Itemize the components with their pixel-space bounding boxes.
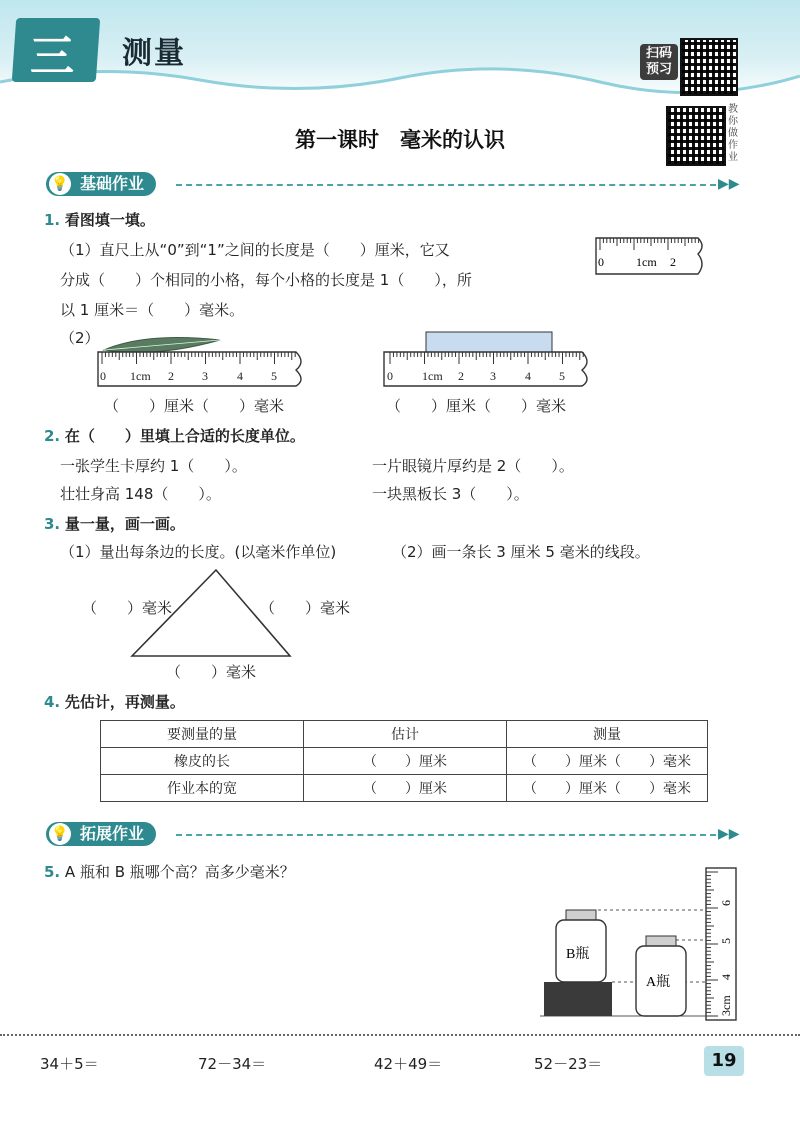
q3-heading: 量一量，画一画。: [64, 515, 185, 533]
q1-answer-left[interactable]: （ ）厘米（ ）毫米: [104, 397, 285, 415]
footer-divider: [0, 1034, 800, 1036]
q2-item-2[interactable]: 一片眼镜片厚约是 2（ ）。: [372, 457, 574, 475]
table-cell[interactable]: （ ）厘米: [304, 775, 507, 802]
bar-ruler-label-2: 2: [458, 369, 464, 383]
table-cell: 橡皮的长: [101, 748, 304, 775]
estimate-table: [100, 720, 708, 802]
lightbulb-icon: 💡: [49, 173, 71, 195]
q1-heading: 看图填一填。: [64, 211, 155, 229]
section-basic-label: 基础作业: [80, 174, 145, 193]
bottle-a-label: A瓶: [646, 975, 671, 990]
section-divider: [176, 834, 716, 836]
q3-number: 3.: [44, 515, 61, 533]
table-row: [101, 775, 708, 802]
table-cell: 作业本的宽: [101, 775, 304, 802]
q1-number: 1.: [44, 211, 61, 229]
leaf-ruler-label-1: 1cm: [130, 369, 151, 383]
bar-ruler-label-5: 5: [559, 369, 565, 383]
qr-code-preview[interactable]: [680, 38, 738, 96]
q3-title: [44, 514, 185, 534]
q1-part1-line2: 分成（ ）个相同的小格，每个小格的长度是 1（ ），所: [60, 271, 472, 289]
lightbulb-icon: 💡: [49, 823, 71, 845]
table-cell[interactable]: （ ）厘米（ ）毫米: [507, 775, 708, 802]
q5-number: 5.: [44, 863, 61, 881]
q4-number: 4.: [44, 693, 61, 711]
q1-answer-right[interactable]: （ ）厘米（ ）毫米: [386, 397, 567, 415]
triangle-side-left[interactable]: （ ）毫米: [82, 599, 173, 617]
leaf-ruler-label-2: 2: [168, 369, 174, 383]
scan-preview-label: 扫码 预习: [640, 44, 678, 80]
q4-title: [44, 692, 185, 712]
q1-part2-label: （2）: [60, 329, 100, 347]
leaf-ruler-label-4: 4: [237, 369, 243, 383]
q2-item-1[interactable]: 一张学生卡厚约 1（ ）。: [60, 457, 247, 475]
q5-title: [44, 862, 295, 882]
table-row: [101, 748, 708, 775]
block-platform: [544, 982, 612, 1016]
calc-2[interactable]: 72－34＝: [198, 1055, 267, 1073]
measured-bar: [426, 332, 552, 352]
v-ruler-label-5: 5: [719, 938, 733, 944]
qr-code-homework[interactable]: [666, 106, 726, 166]
page-number: 19: [704, 1046, 744, 1076]
leaf-ruler-label-3: 3: [202, 369, 208, 383]
q1-title: [44, 210, 155, 230]
bar-ruler-label-0: 0: [387, 369, 393, 383]
bar-ruler-label-1: 1cm: [422, 369, 443, 383]
q2-item-3[interactable]: 壮壮身高 148（ ）。: [60, 485, 221, 503]
bar-ruler-label-4: 4: [525, 369, 531, 383]
table-cell[interactable]: （ ）厘米（ ）毫米: [507, 748, 708, 775]
q1-part1-line1: （1）直尺上从“0”到“1”之间的长度是（ ）厘米，它又: [60, 241, 450, 259]
small-ruler-label-1cm: 1cm: [636, 255, 657, 269]
table-header-row: [101, 721, 708, 748]
ruler-with-bar: [382, 328, 602, 388]
small-ruler-label-2: 2: [670, 255, 676, 269]
q3-sub1: （1）量出每条边的长度。(以毫米作单位): [60, 543, 337, 561]
triangle-side-right[interactable]: （ ）毫米: [260, 599, 351, 617]
ruler-with-leaf: [96, 328, 316, 388]
leaf-ruler-label-0: 0: [100, 369, 106, 383]
q1-part1-line3: 以 1 厘米＝（ ）毫米。: [60, 301, 245, 319]
bar-ruler-label-3: 3: [490, 369, 496, 383]
v-ruler-label-3cm: 3cm: [719, 995, 733, 1016]
table-header: 测量: [507, 721, 708, 748]
side-note: 教你做作业: [728, 104, 738, 163]
table-header: 要测量的量: [101, 721, 304, 748]
q2-item-4[interactable]: 一块黑板长 3（ ）。: [372, 485, 529, 503]
unit-title: 测量: [122, 36, 186, 71]
double-arrow-icon: ▶▶: [718, 176, 740, 192]
section-divider: [176, 184, 716, 186]
q2-heading: 在（ ）里填上合适的长度单位。: [64, 427, 305, 445]
leaf-ruler-label-5: 5: [271, 369, 277, 383]
unit-number: 三: [30, 31, 74, 82]
table-cell[interactable]: （ ）厘米: [304, 748, 507, 775]
small-ruler: [594, 236, 714, 276]
q4-heading: 先估计，再测量。: [64, 693, 185, 711]
v-ruler-label-6: 6: [719, 900, 733, 906]
table-header: 估计: [304, 721, 507, 748]
triangle-side-bottom[interactable]: （ ）毫米: [166, 663, 257, 681]
calc-1[interactable]: 34＋5＝: [40, 1055, 99, 1073]
q5-heading: A 瓶和 B 瓶哪个高？高多少毫米？: [64, 863, 295, 881]
q2-title: [44, 426, 305, 446]
bottle-a-cap: [646, 936, 676, 946]
section-extended-label: 拓展作业: [80, 824, 145, 843]
calc-3[interactable]: 42＋49＝: [374, 1055, 443, 1073]
bottle-b-cap: [566, 910, 596, 920]
double-arrow-icon: ▶▶: [718, 826, 740, 842]
q3-sub2: （2）画一条长 3 厘米 5 毫米的线段。: [392, 543, 650, 561]
bottle-b-label: B瓶: [566, 947, 590, 962]
small-ruler-label-0: 0: [598, 255, 604, 269]
lesson-title: 第一课时 毫米的认识: [295, 128, 505, 152]
bottles-figure: [540, 866, 750, 1026]
q2-number: 2.: [44, 427, 61, 445]
calc-4[interactable]: 52－23＝: [534, 1055, 603, 1073]
v-ruler-label-4: 4: [719, 974, 733, 980]
